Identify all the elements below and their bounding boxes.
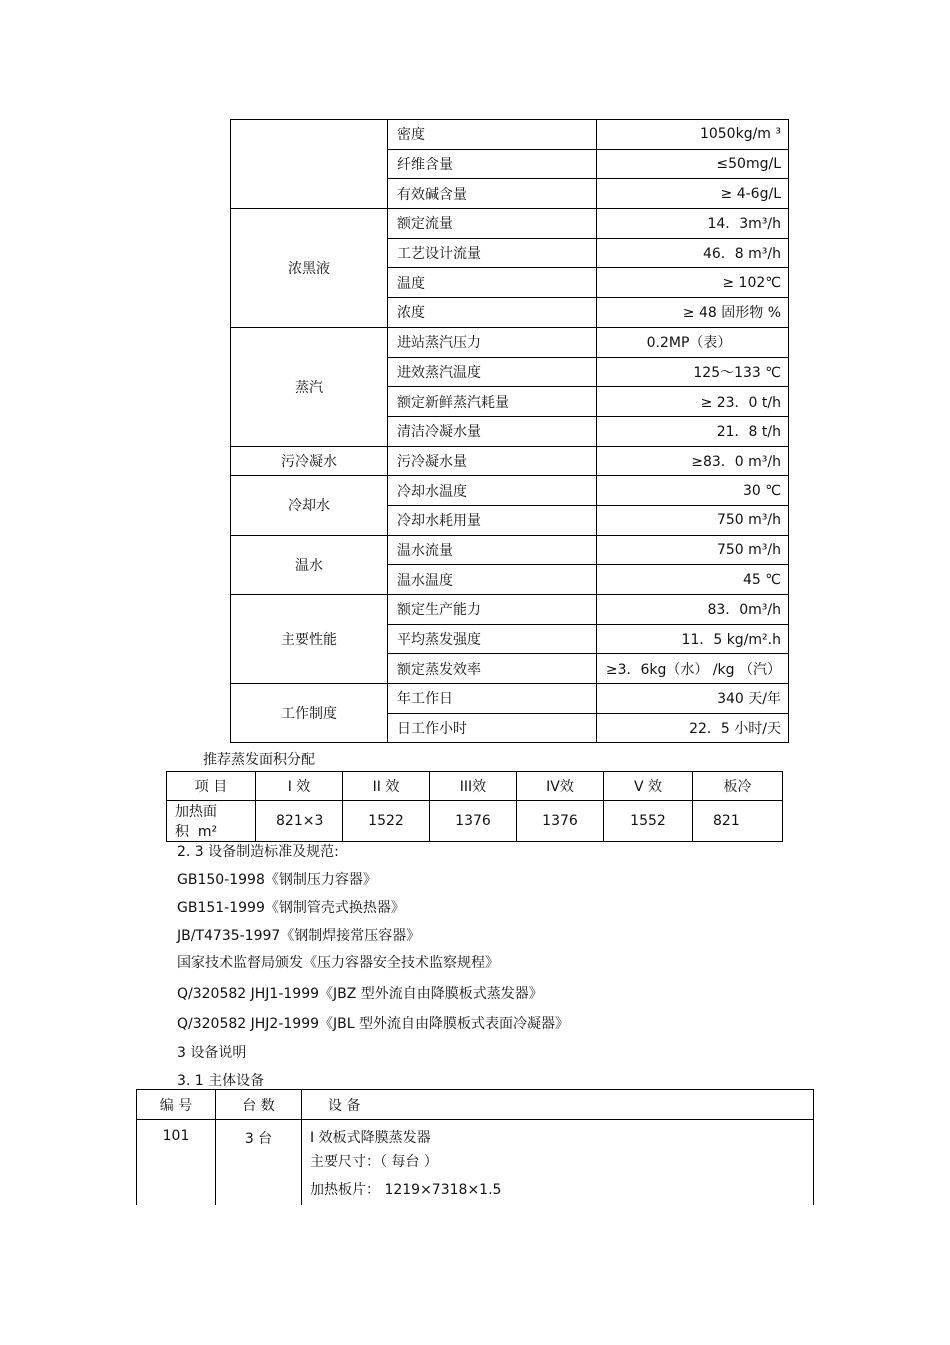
equipment-table — [136, 1089, 814, 1215]
equipment-line: 加热板片： 1219×7318×1.5 — [310, 1182, 502, 1198]
equipment-qty: 3 台 — [216, 1120, 302, 1215]
area-value-row — [167, 801, 783, 842]
area-caption: 推荐蒸发面积分配 — [203, 752, 315, 768]
standard-item: Q/320582 JHJ2-1999《JBL 型外流自由降膜板式表面冷凝器》 — [177, 1016, 569, 1032]
spec-item: 额定新鲜蒸汽耗量 — [388, 387, 597, 417]
standard-item: 国家技术监督局颁发《压力容器安全技术监察规程》 — [177, 955, 499, 971]
spec-row — [231, 595, 789, 625]
spec-value: 21．8 t/h — [597, 416, 789, 446]
spec-value: 14．3m³/h — [597, 209, 789, 239]
spec-value: 0.2MP（表） — [597, 327, 789, 357]
area-header: IV效 — [517, 772, 604, 801]
spec-value: 83．0m³/h — [597, 595, 789, 625]
area-header: II 效 — [343, 772, 430, 801]
spec-value: ≥83．0 m³/h — [597, 446, 789, 476]
spec-category: 蒸汽 — [231, 327, 388, 446]
spec-table — [230, 119, 789, 743]
spec-item: 密度 — [388, 120, 597, 150]
spec-item: 进站蒸汽压力 — [388, 327, 597, 357]
area-label-text: 加热面积 — [175, 804, 217, 840]
spec-value: 750 m³/h — [597, 505, 789, 535]
area-header: 板冷 — [693, 772, 783, 801]
standard-item: GB150-1998《钢制压力容器》 — [177, 872, 377, 888]
spec-item: 温度 — [388, 268, 597, 298]
spec-item: 温水流量 — [388, 535, 597, 565]
spec-value: ≥ 48 固形物 % — [597, 298, 789, 328]
area-row-label — [167, 801, 256, 842]
spec-item: 额定生产能力 — [388, 595, 597, 625]
subsection-heading: 3. 1 主体设备 — [177, 1073, 265, 1089]
standard-item: JB/T4735-1997《钢制焊接常压容器》 — [177, 928, 421, 944]
spec-item: 额定流量 — [388, 209, 597, 239]
spec-category — [231, 120, 388, 209]
spec-row — [231, 684, 789, 714]
area-value: 821×3 — [256, 801, 343, 842]
spec-value: ≥3．6kg（水） /kg （汽） — [597, 654, 789, 684]
area-header: III效 — [430, 772, 517, 801]
equipment-header-row — [137, 1090, 814, 1120]
spec-category: 温水 — [231, 535, 388, 594]
equipment-header-qty: 台 数 — [216, 1090, 302, 1120]
section-heading: 3 设备说明 — [177, 1045, 247, 1061]
area-value: 1552 — [604, 801, 693, 842]
spec-value: ≥ 4-6g/L — [597, 179, 789, 209]
spec-row — [231, 120, 789, 150]
spec-item: 浓度 — [388, 298, 597, 328]
area-table — [166, 771, 783, 842]
spec-value: 125～133 ℃ — [597, 357, 789, 387]
spec-value: 1050kg/m ³ — [597, 120, 789, 150]
spec-item: 污冷凝水量 — [388, 446, 597, 476]
spec-row — [231, 327, 789, 357]
spec-item: 日工作小时 — [388, 713, 597, 743]
spec-value: 750 m³/h — [597, 535, 789, 565]
spec-row — [231, 535, 789, 565]
spec-row — [231, 209, 789, 239]
area-value: 1522 — [343, 801, 430, 842]
standard-item: Q/320582 JHJ1-1999《JBZ 型外流自由降膜板式蒸发器》 — [177, 986, 543, 1002]
area-value: 1376 — [517, 801, 604, 842]
spec-value: 11．5 kg/m².h — [597, 624, 789, 654]
spec-item: 清洁冷凝水量 — [388, 416, 597, 446]
equipment-header-no: 编 号 — [137, 1090, 216, 1120]
spec-category: 污冷凝水 — [231, 446, 388, 476]
spec-item: 冷却水耗用量 — [388, 505, 597, 535]
spec-category: 主要性能 — [231, 595, 388, 684]
spec-item: 平均蒸发强度 — [388, 624, 597, 654]
spec-item: 温水温度 — [388, 565, 597, 595]
spec-item: 年工作日 — [388, 684, 597, 714]
area-header: I 效 — [256, 772, 343, 801]
equipment-header-name: 设 备 — [302, 1090, 814, 1120]
area-unit: m² — [197, 824, 218, 840]
area-header: 项 目 — [167, 772, 256, 801]
equipment-description — [302, 1120, 814, 1215]
standards-heading: 2. 3 设备制造标准及规范: — [177, 844, 339, 860]
equipment-line: I 效板式降膜蒸发器 — [310, 1130, 431, 1146]
area-header: V 效 — [604, 772, 693, 801]
spec-item: 进效蒸汽温度 — [388, 357, 597, 387]
area-header-row — [167, 772, 783, 801]
spec-value: 45 ℃ — [597, 565, 789, 595]
spec-item: 工艺设计流量 — [388, 238, 597, 268]
spec-value: ≥ 23．0 t/h — [597, 387, 789, 417]
equipment-line: 主要尺寸：（ 每台 ） — [310, 1154, 438, 1170]
spec-category: 冷却水 — [231, 476, 388, 535]
spec-value: 46．8 m³/h — [597, 238, 789, 268]
spec-value: ≤50mg/L — [597, 149, 789, 179]
spec-value: 30 ℃ — [597, 476, 789, 506]
spec-category: 浓黑液 — [231, 209, 388, 328]
equipment-no: 101 — [137, 1120, 216, 1215]
page-bottom-margin — [0, 1205, 950, 1345]
spec-row — [231, 476, 789, 506]
spec-category: 工作制度 — [231, 684, 388, 743]
standard-item: GB151-1999《钢制管壳式换热器》 — [177, 900, 405, 916]
spec-item: 冷却水温度 — [388, 476, 597, 506]
spec-value: 22．5 小时/天 — [597, 713, 789, 743]
equipment-row — [137, 1120, 814, 1215]
area-value: 1376 — [430, 801, 517, 842]
spec-value: ≥ 102℃ — [597, 268, 789, 298]
spec-value: 340 天/年 — [597, 684, 789, 714]
area-value: 821 — [693, 801, 783, 842]
spec-item: 有效碱含量 — [388, 179, 597, 209]
spec-row — [231, 446, 789, 476]
spec-item: 额定蒸发效率 — [388, 654, 597, 684]
spec-item: 纤维含量 — [388, 149, 597, 179]
